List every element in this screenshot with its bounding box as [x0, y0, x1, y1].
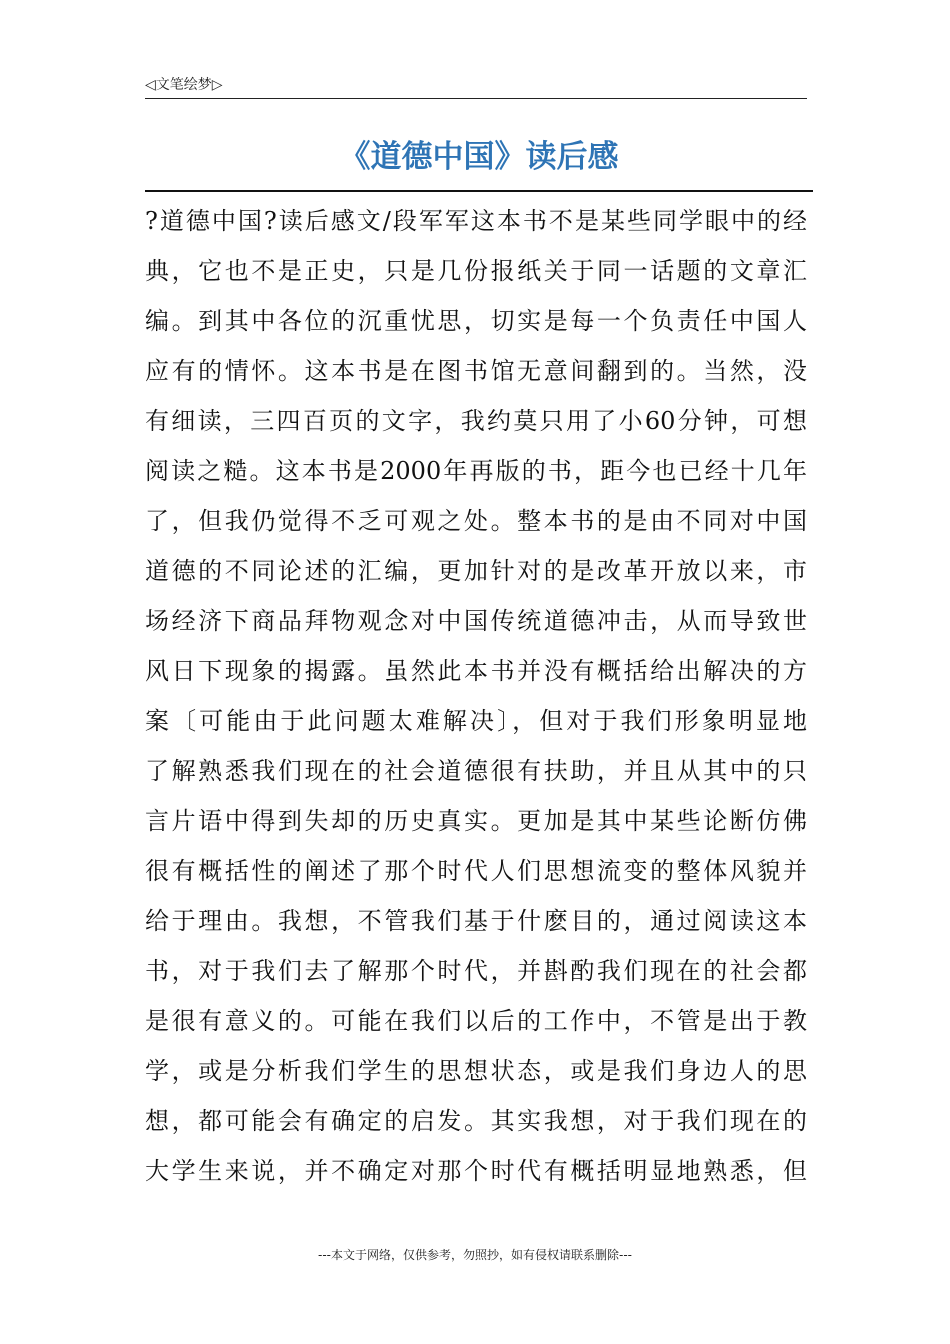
body-line: 阅读之糙。这本书是2000年再版的书，距今也已经十几年: [145, 457, 807, 485]
body-line: 了解熟悉我们现在的社会道德很有扶助，并且从其中的只: [145, 757, 807, 785]
document-title: 《道德中国》读后感: [339, 139, 619, 175]
body-line: 是很有意义的。可能在我们以后的工作中，不管是出于教: [145, 1007, 807, 1035]
body-line: ?道德中国?读后感文/段军军这本书不是某些同学眼中的经: [145, 207, 807, 235]
body-line: 道德的不同论述的汇编，更加针对的是改革开放以来，市: [145, 557, 807, 585]
body-line: 场经济下商品拜物观念对中国传统道德冲击，从而导致世: [145, 607, 807, 635]
body-line: 很有概括性的阐述了那个时代人们思想流变的整体风貌并: [145, 857, 807, 885]
body-line: 言片语中得到失却的历史真实。更加是其中某些论断仿佛: [145, 807, 807, 835]
body-line: 有细读，三四百页的文字，我约莫只用了小60分钟，可想: [145, 407, 807, 435]
page-footer: [0, 1246, 950, 1264]
body-text: [145, 196, 807, 1196]
page-header: [145, 74, 807, 99]
body-line: 想，都可能会有确定的启发。其实我想，对于我们现在的: [145, 1107, 807, 1135]
body-line: 风日下现象的揭露。虽然此本书并没有概括给出解决的方: [145, 657, 807, 685]
body-line: 应有的情怀。这本书是在图书馆无意间翻到的。当然，没: [145, 357, 807, 385]
body-line: 案〔可能由于此问题太难解决〕，但对于我们形象明显地: [145, 707, 807, 735]
body-line: 大学生来说，并不确定对那个时代有概括明显地熟悉，但: [145, 1157, 807, 1185]
body-line: 编。到其中各位的沉重忧思，切实是每一个负责任中国人: [145, 307, 807, 335]
body-line: 学，或是分析我们学生的思想状态，或是我们身边人的思: [145, 1057, 807, 1085]
body-line: 典，它也不是正史，只是几份报纸关于同一话题的文章汇: [145, 257, 807, 285]
header-brand: ◁文笔绘梦▷: [145, 77, 223, 93]
body-line: 给于理由。我想，不管我们基于什麽目的，通过阅读这本: [145, 907, 807, 935]
body-line: 书，对于我们去了解那个时代，并斟酌我们现在的社会都: [145, 957, 807, 985]
title-block: [145, 132, 813, 192]
body-line: 了，但我仍觉得不乏可观之处。整本书的是由不同对中国: [145, 507, 807, 535]
footer-disclaimer: ---本文于网络，仅供参考，勿照抄，如有侵权请联系删除---: [318, 1248, 632, 1262]
